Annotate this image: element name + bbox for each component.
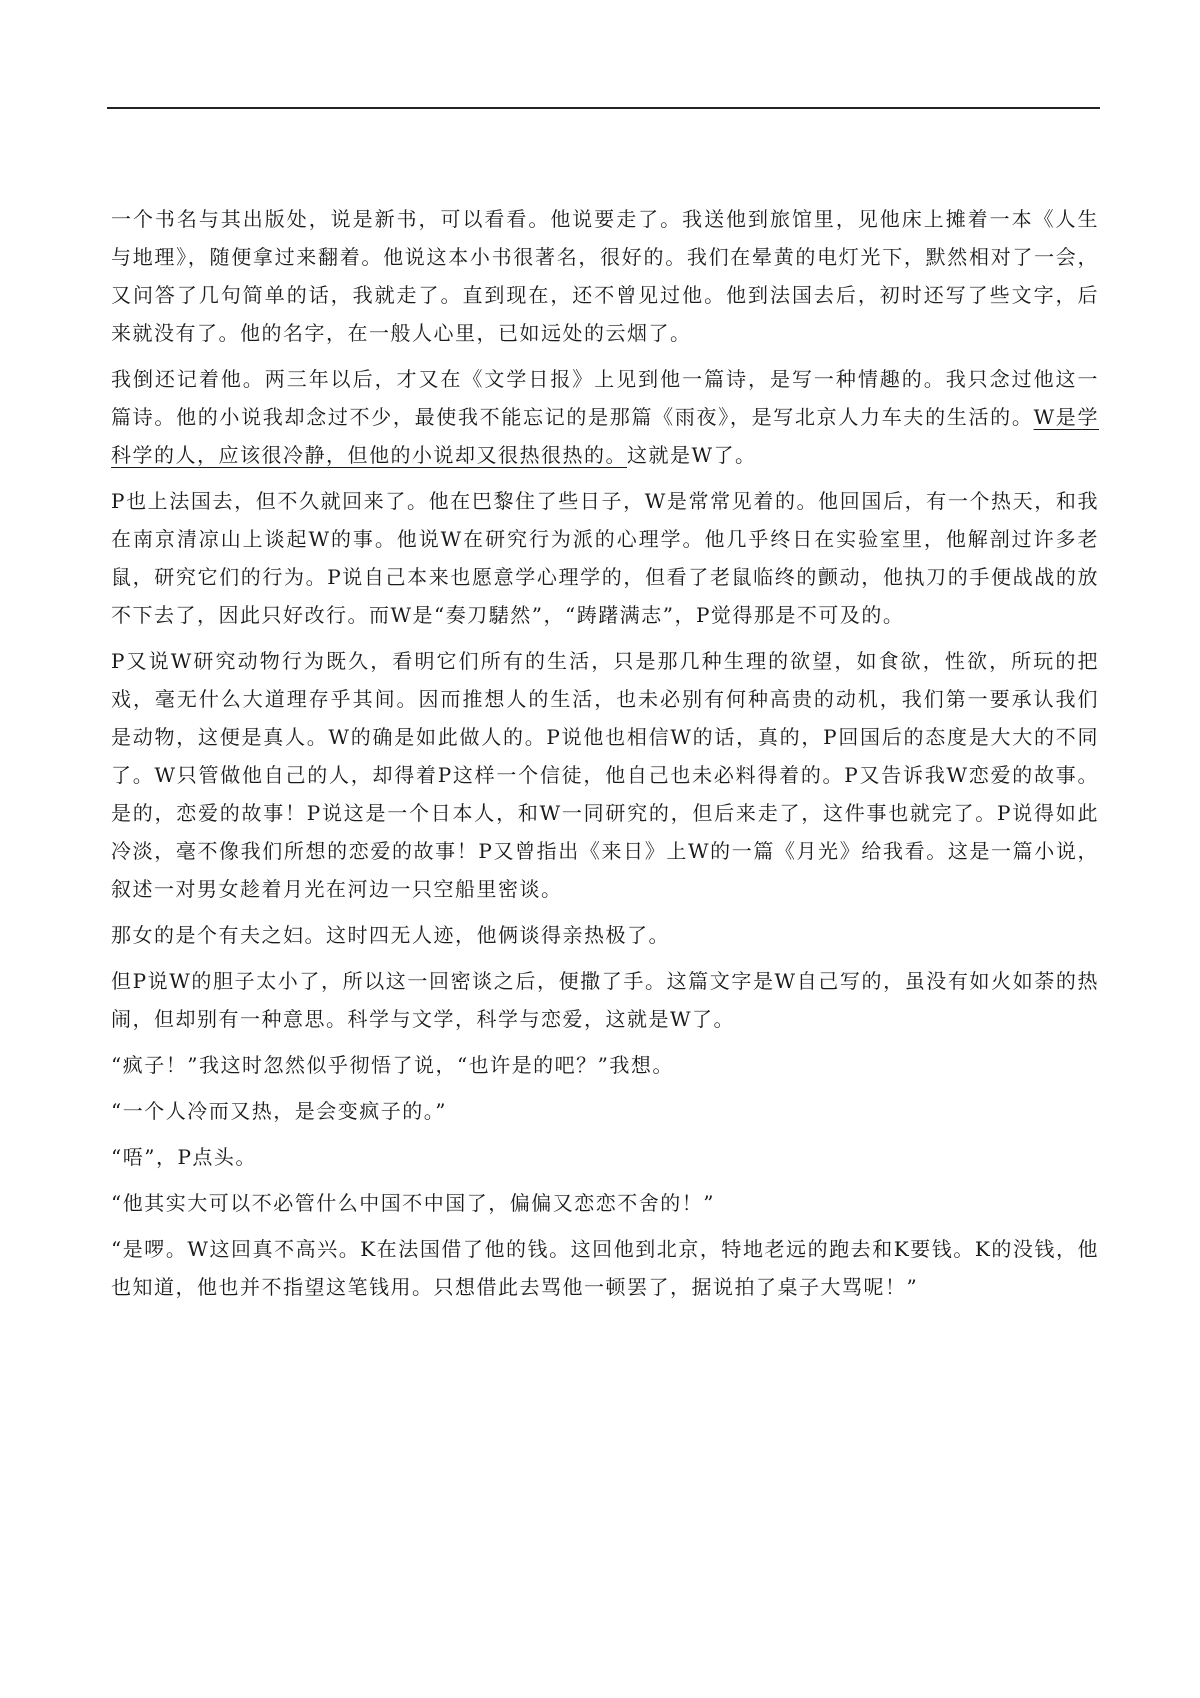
paragraph-2-lead: 我倒还记着他。两三年以后，才又在《文学日报》上见到他一篇诗，是写一种情趣的。我只念过他这一篇诗。他的小说我却念过不少，最使我不能忘记的是那篇《雨夜》，是写北京人力车夫的生活的。	[111, 367, 1099, 429]
body-text	[111, 200, 1099, 1314]
header-rule	[107, 107, 1100, 109]
paragraph-9: “唔”，P点头。	[111, 1145, 257, 1169]
paragraph-2	[111, 360, 1099, 474]
paragraph-11: “是啰。W这回真不高兴。K在法国借了他的钱。这回他到北京，特地老远的跑去和K要钱。K的没钱，他也知道，他也并不指望这笔钱用。只想借此去骂他一顿罢了，据说拍了桌子大骂呢！”	[111, 1237, 1099, 1299]
underlined-sentence: W是学科学的人，应该很冷静，但他的小说却又很热很热的。	[111, 405, 1099, 467]
paragraph-7: “疯子！”我这时忽然似乎彻悟了说，“也许是的吧？”我想。	[111, 1053, 674, 1077]
paragraph-4: P又说W研究动物行为既久，看明它们所有的生活，只是那几种生理的欲望，如食欲，性欲，所玩的把戏，毫无什么大道理存乎其间。因而推想人的生活，也未必别有何种高贵的动机，我们第一要承认我们是动物，这便是真人。W的确是如此做人的。P说他也相信W的话，真的，P回国后的态度是大大的不同了。W只管做他自己的人，却得着P这样一个信徒，他自己也未必料得着的。P又告诉我W恋爱的故事。是的，恋爱的故事！P说这是一个日本人，和W一同研究的，但后来走了，这件事也就完了。P说得如此冷淡，毫不像我们所想的恋爱的故事！P又曾指出《来日》上W的一篇《月光》给我看。这是一篇小说，叙述一对男女趁着月光在河边一只空船里密谈。	[111, 649, 1099, 901]
paragraph-3: P也上法国去，但不久就回来了。他在巴黎住了些日子，W是常常见着的。他回国后，有一个热天，和我在南京清凉山上谈起W的事。他说W在研究行为派的心理学。他几乎终日在实验室里，他解剖过许多老鼠，研究它们的行为。P说自己本来也愿意学心理学的，但看了老鼠临终的颤动，他执刀的手便战战的放不下去了，因此只好改行。而W是“奏刀騞然”，“踌躇满志”，P觉得那是不可及的。	[111, 489, 1099, 627]
paragraph-6: 但P说W的胆子太小了，所以这一回密谈之后，便撒了手。这篇文字是W自己写的，虽没有如火如荼的热闹，但却别有一种意思。科学与文学，科学与恋爱，这就是W了。	[111, 969, 1099, 1031]
paragraph-5: 那女的是个有夫之妇。这时四无人迹，他俩谈得亲热极了。	[111, 923, 670, 947]
paragraph-8: “一个人冷而又热，是会变疯子的。”	[111, 1099, 447, 1123]
paragraph-10: “他其实大可以不必管什么中国不中国了，偏偏又恋恋不舍的！”	[111, 1191, 715, 1215]
paragraph-2-tail: 这就是W了。	[627, 443, 757, 467]
paragraph-1: 一个书名与其出版处，说是新书，可以看看。他说要走了。我送他到旅馆里，见他床上摊着一本《人生与地理》，随便拿过来翻着。他说这本小书很著名，很好的。我们在晕黄的电灯光下，默然相对了一会，又问答了几句简单的话，我就走了。直到现在，还不曾见过他。他到法国去后，初时还写了些文字，后来就没有了。他的名字，在一般人心里，已如远处的云烟了。	[111, 207, 1099, 345]
